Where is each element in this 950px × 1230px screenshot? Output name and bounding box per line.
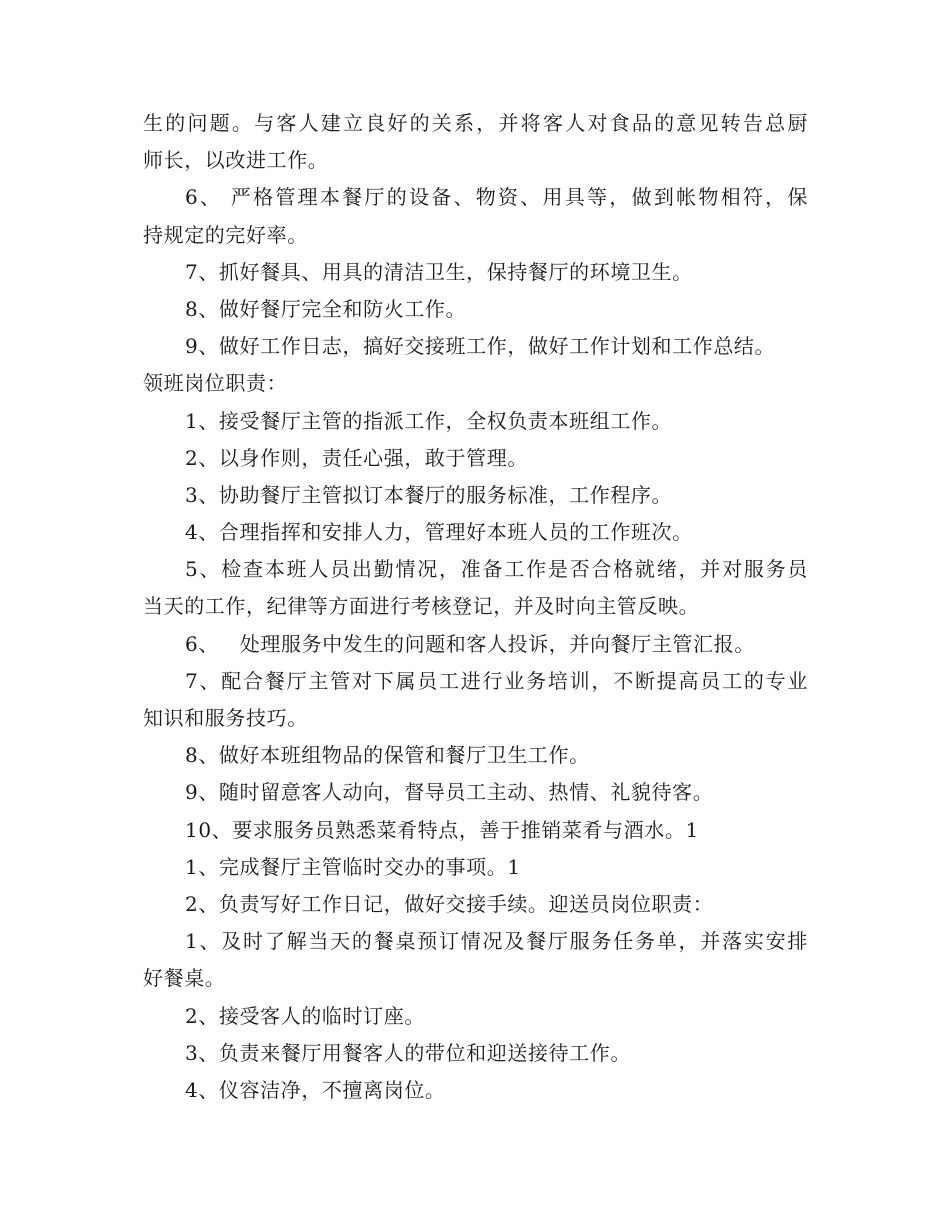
text-line: 1、及时了解当天的餐桌预订情况及餐厅服务任务单，并落实安排	[185, 929, 808, 954]
text-line: 持规定的完好率。	[143, 222, 308, 247]
text-line: 好餐桌。	[143, 966, 226, 991]
text-line: 师长，以改进工作。	[143, 148, 329, 173]
text-line: 3、负责来餐厅用餐客人的带位和迎送接待工作。	[185, 1040, 631, 1065]
text-line: 7、配合餐厅主管对下属员工进行业务培训，不断提高员工的专业	[185, 668, 808, 693]
text-line: 5、检查本班人员出勤情况，准备工作是否合格就绪，并对服务员	[185, 557, 808, 582]
text-line: 知识和服务技巧。	[143, 706, 308, 730]
text-line: 2、接受客人的临时订座。	[185, 1003, 425, 1028]
text-line: 2、以身作则，责任心强，敢于管理。	[185, 445, 528, 470]
text-line: 7、抓好餐具、用具的清洁卫生，保持餐厅的环境卫生。	[185, 259, 693, 284]
text-line: 9、随时留意客人动向，督导员工主动、热情、礼貌待客。	[185, 780, 714, 805]
text-line: 当天的工作，纪律等方面进行考核登记，并及时向主管反映。	[143, 594, 700, 619]
text-line: 10、要求服务员熟悉菜肴特点，善于推销菜肴与酒水。1	[185, 817, 699, 842]
text-line: 9、做好工作日志，搞好交接班工作，做好工作计划和工作总结。	[185, 334, 776, 359]
section-heading: 领班岗位职责：	[143, 371, 288, 396]
text-line: 8、做好餐厅完全和防火工作。	[185, 296, 467, 321]
text-line: 1、接受餐厅主管的指派工作，全权负责本班组工作。	[185, 408, 673, 433]
text-line: 4、合理指挥和安排人力，管理好本班人员的工作班次。	[185, 520, 693, 545]
text-line: 1、完成餐厅主管临时交办的事项。1	[185, 854, 521, 879]
text-line: 2、负责写好工作日记，做好交接手续。迎送员岗位职责：	[185, 891, 714, 916]
text-line: 生的问题。与客人建立良好的关系，并将客人对食品的意见转告总厨	[143, 111, 808, 135]
text-line: 3、协助餐厅主管拟订本餐厅的服务标准，工作程序。	[185, 482, 673, 507]
text-line: 8、做好本班组物品的保管和餐厅卫生工作。	[185, 743, 590, 768]
document-body	[143, 105, 808, 1109]
text-line: 6、 处理服务中发生的问题和客人投诉，并向餐厅主管汇报。	[185, 631, 755, 656]
text-line: 4、仪容洁净，不擅离岗位。	[185, 1077, 446, 1102]
text-line: 6、 严格管理本餐厅的设备、物资、用具等，做到帐物相符，保	[185, 185, 808, 210]
